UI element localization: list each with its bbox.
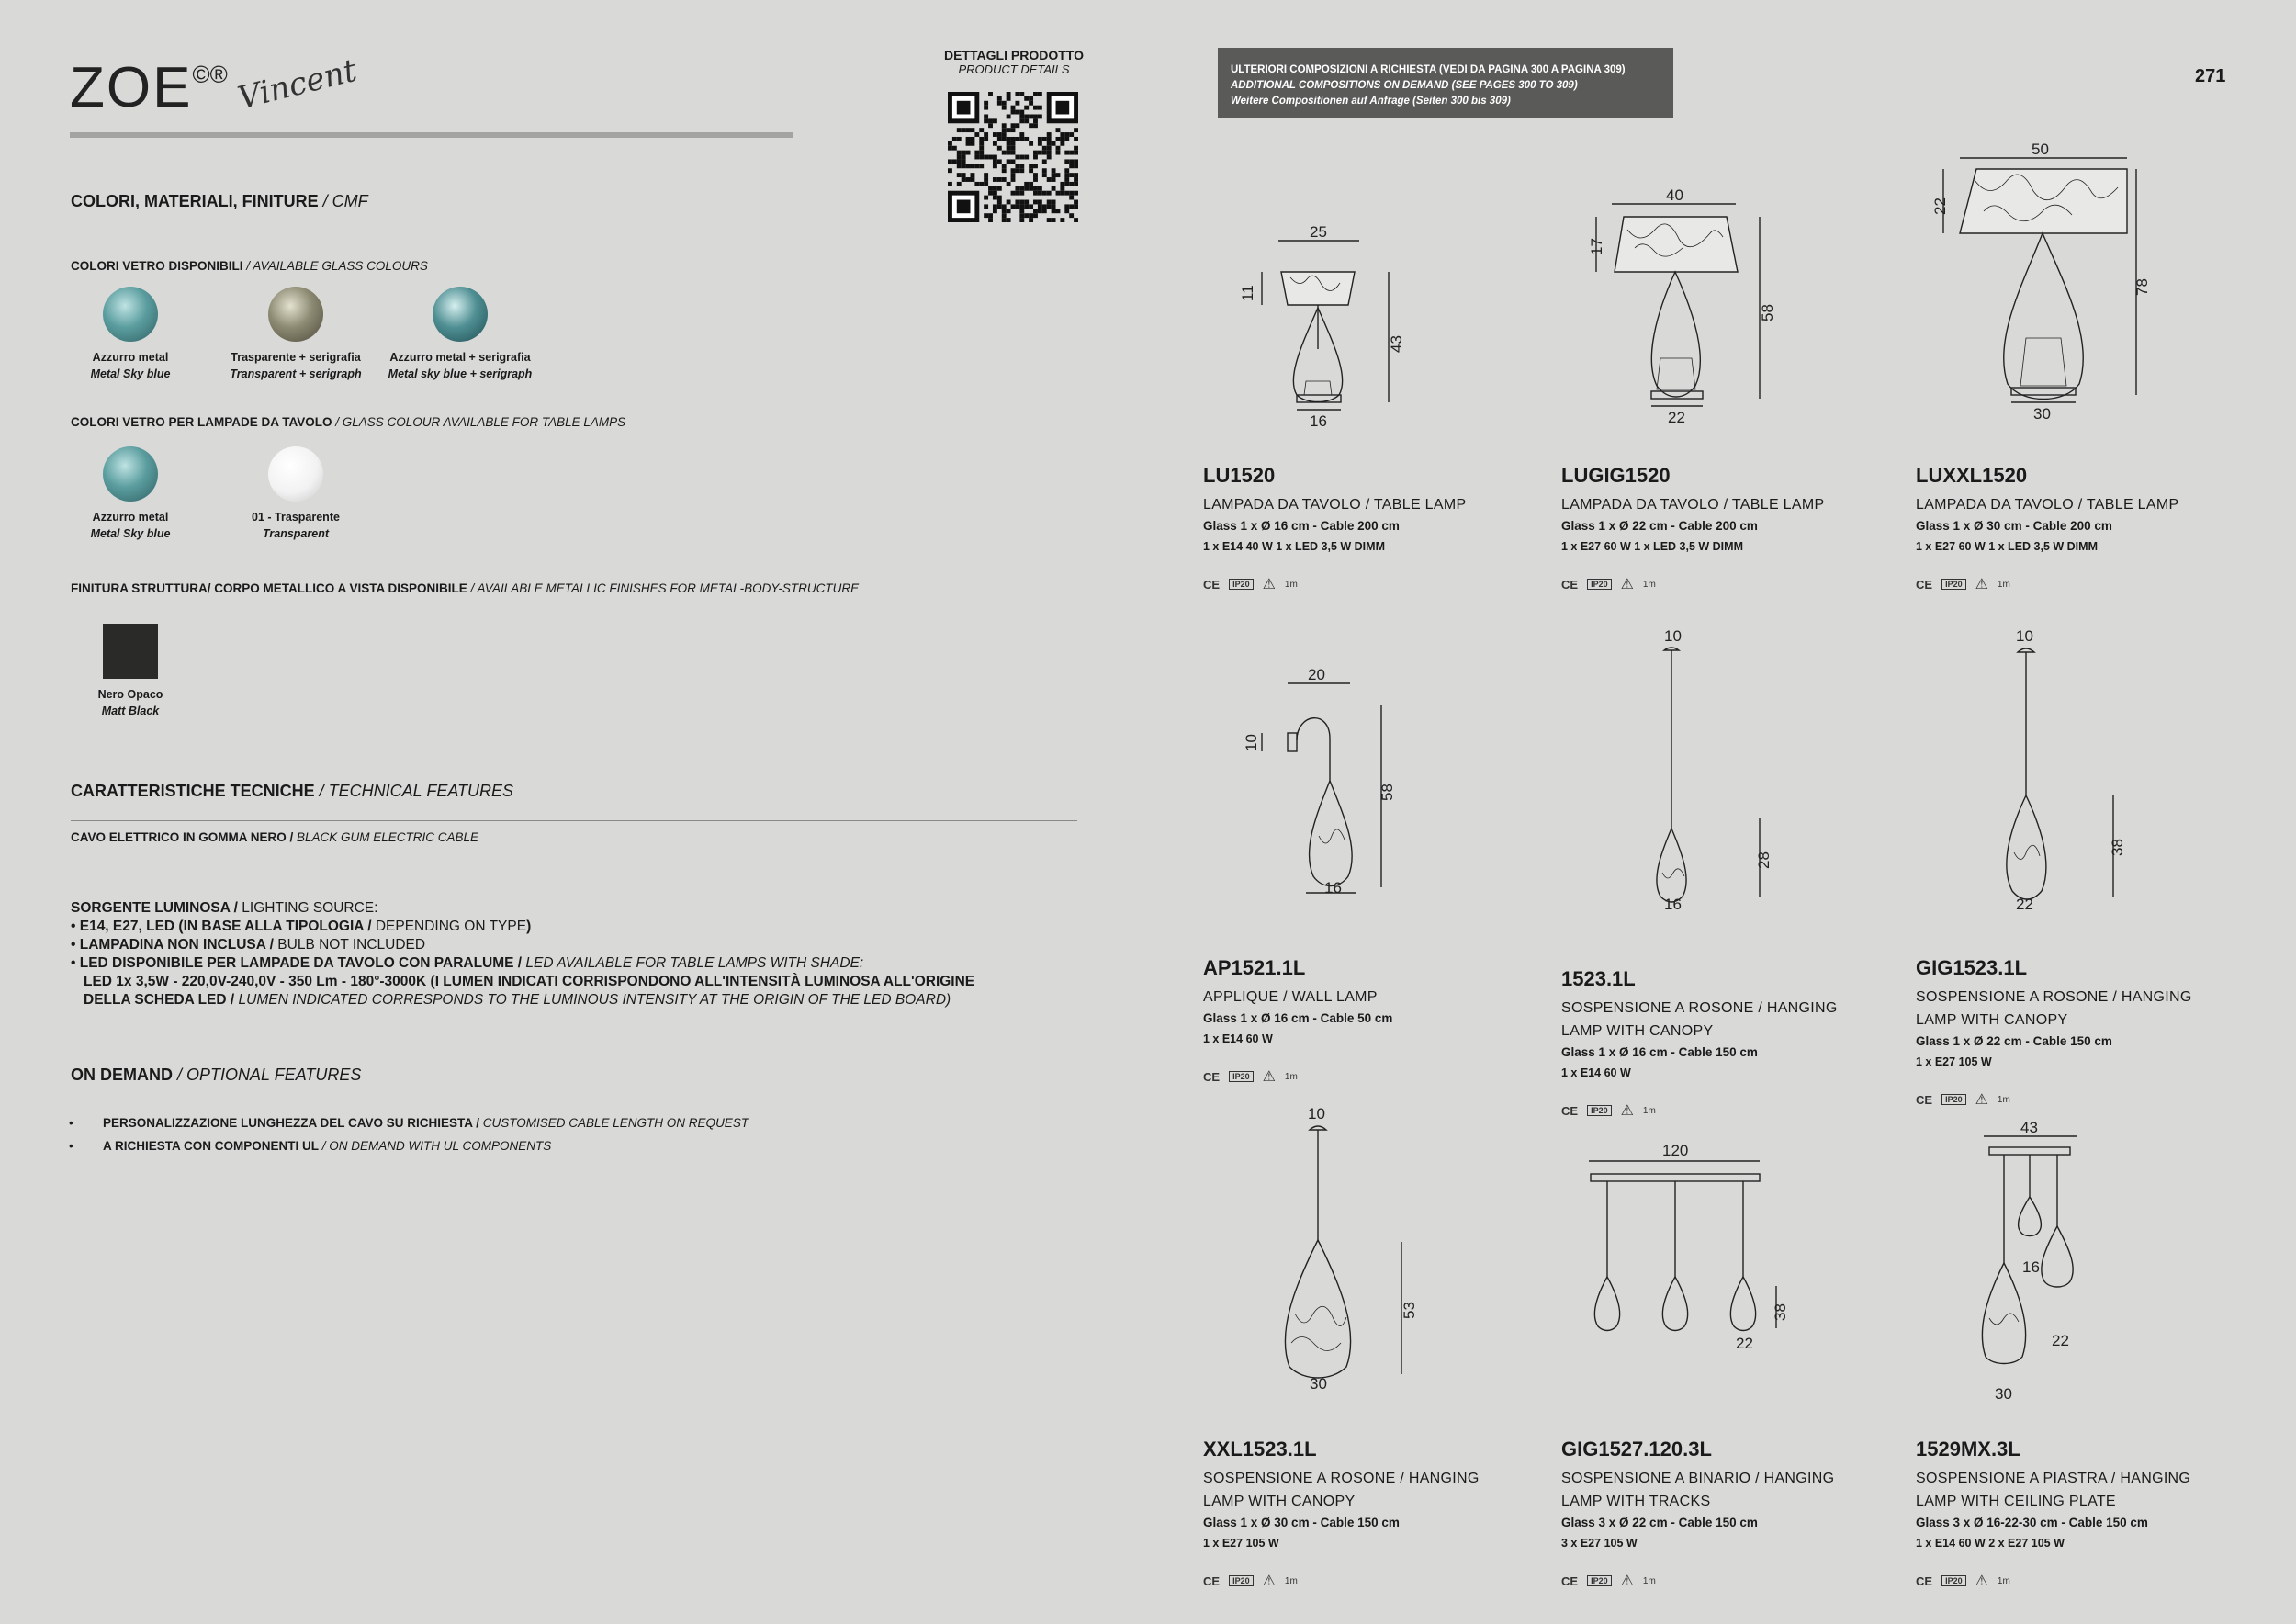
product-code: GIG1527.120.3L	[1561, 1438, 1712, 1460]
ce-mark-icon: CE	[1561, 1103, 1579, 1118]
dim-glass: 16	[1324, 879, 1342, 897]
product-6	[1203, 1438, 1534, 1590]
product-description: SOSPENSIONE A ROSONE / HANGING	[1916, 989, 2192, 1005]
drawing-xxl1523	[1258, 1102, 1442, 1401]
certification-marks	[1561, 1101, 1892, 1120]
dim-height: 53	[1401, 1302, 1418, 1319]
ip20-icon: IP20	[1587, 1105, 1612, 1116]
drawing-ap1521	[1231, 661, 1414, 914]
product-description: LAMPADA DA TAVOLO / TABLE LAMP	[1916, 497, 2179, 513]
cable-length-icon: 1m	[1284, 579, 1298, 590]
product-description: SOSPENSIONE A ROSONE / HANGING	[1203, 1471, 1480, 1486]
ip20-icon: IP20	[1941, 1094, 1966, 1105]
product-4	[1561, 967, 1892, 1120]
dim-height: 28	[1755, 851, 1773, 869]
dim-height: 58	[1759, 304, 1776, 321]
product-code: LUXXL1520	[1916, 464, 2028, 487]
swatch-table-metal-sky-blue: Azzurro metal Metal Sky blue	[62, 446, 199, 542]
product-5	[1916, 956, 2246, 1109]
product-spec: Glass 3 x Ø 22 cm - Cable 150 cm	[1561, 1516, 1758, 1529]
swatch-transparent-serigraph: Trasparente + serigrafia Transparent + serigraph	[227, 287, 365, 382]
dim-large-glass: 30	[1995, 1385, 2012, 1403]
certification-marks	[1203, 1067, 1534, 1086]
product-code: XXL1523.1L	[1203, 1438, 1317, 1460]
qr-code-graphic	[948, 92, 1078, 222]
dim-glass: 22	[2016, 896, 2033, 913]
certification-marks	[1916, 1090, 2246, 1109]
dim-glass: 22	[1736, 1335, 1753, 1352]
drawing-1529mx	[1956, 1116, 2103, 1415]
product-code: GIG1523.1L	[1916, 956, 2028, 979]
ce-mark-icon: CE	[1561, 1573, 1579, 1588]
dim-canopy: 10	[1308, 1105, 1325, 1122]
dim-base: 30	[2033, 405, 2051, 423]
dim-canopy: 10	[2016, 627, 2033, 645]
ip20-icon: IP20	[1229, 1071, 1254, 1082]
swatch-circle	[268, 446, 323, 502]
ip20-icon: IP20	[1229, 1575, 1254, 1586]
product-code: 1529MX.3L	[1916, 1438, 2020, 1460]
product-description-2: LAMP WITH TRACKS	[1561, 1494, 1711, 1509]
product-code: AP1521.1L	[1203, 956, 1306, 979]
product-bulb: 1 x E27 60 W 1 x LED 3,5 W DIMM	[1916, 540, 2098, 553]
warning-triangle-icon: ⚠	[1975, 577, 1988, 592]
product-8	[1916, 1438, 2246, 1590]
product-description-2: LAMP WITH CANOPY	[1916, 1012, 2068, 1028]
product-0	[1203, 464, 1534, 593]
dim-height: 43	[1388, 335, 1405, 353]
certification-marks	[1203, 1572, 1534, 1590]
ce-mark-icon: CE	[1203, 1573, 1221, 1588]
dim-width: 50	[2032, 141, 2049, 158]
table-glass-heading: COLORI VETRO PER LAMPADE DA TAVOLO / GLASS COLOUR AVAILABLE FOR TABLE LAMPS	[71, 415, 626, 429]
product-bulb: 1 x E27 105 W	[1203, 1537, 1279, 1550]
product-3	[1203, 956, 1534, 1086]
warning-triangle-icon: ⚠	[1620, 1573, 1634, 1589]
ce-mark-icon: CE	[1916, 1092, 1933, 1107]
warning-triangle-icon: ⚠	[1262, 1573, 1276, 1589]
product-2	[1916, 464, 2246, 593]
ip20-icon: IP20	[1587, 579, 1612, 590]
product-description-2: LAMP WITH CANOPY	[1203, 1494, 1356, 1509]
warning-triangle-icon: ⚠	[1620, 1103, 1634, 1119]
dim-base: 22	[1668, 409, 1685, 426]
tech-heading: CARATTERISTICHE TECNICHE / TECHNICAL FEATURES	[71, 782, 514, 800]
certification-marks	[1561, 1572, 1892, 1590]
cable-length-icon: 1m	[1997, 1575, 2010, 1586]
ce-mark-icon: CE	[1916, 1573, 1933, 1588]
dim-canopy: 10	[1664, 627, 1682, 645]
drawing-lu1520	[1221, 220, 1433, 436]
cable-length-icon: 1m	[1642, 1105, 1656, 1116]
ce-mark-icon: CE	[1916, 577, 1933, 592]
product-bulb: 3 x E27 105 W	[1561, 1537, 1638, 1550]
dim-shade: 17	[1588, 238, 1605, 255]
swatch-matt-black: Nero Opaco Matt Black	[62, 624, 199, 719]
cable-length-icon: 1m	[1284, 1071, 1298, 1082]
dim-width: 20	[1308, 666, 1325, 683]
ondemand-item-1: PERSONALIZZAZIONE LUNGHEZZA DEL CAVO SU RICHIESTA / CUSTOMISED CABLE LENGTH ON REQUEST	[103, 1116, 749, 1130]
swatch-metal-sky-blue: Azzurro metal Metal Sky blue	[62, 287, 199, 382]
swatch-circle	[103, 287, 158, 342]
certification-marks	[1916, 1572, 2246, 1590]
lighting-source: SORGENTE LUMINOSA / LIGHTING SOURCE: • E14, E27, LED (IN BASE ALLA TIPOLOGIA / DEPENDING ON TYPE) • LAMPADINA NON INCLUSA / BULB NOT INCLUDED • LED DISPONIBILE PER LAMPADE DA TAVOLO CON PARALUME / LED AVAILABLE FOR TABLE LAMPS WITH SHADE: LED 1x 3,5W - 220,0V-240,0V - 350 Lm - 180°-3000K (I LUMEN INDICATI CORRISPONDONO ALL'INTENSITÀ LUMINOSA ALL'ORIGINE DELLA SCHEDA LED / LUMEN INDICATED CORRESPONDS TO THE LUMINOUS INTENSITY AT THE ORIGIN OF THE LED BOARD)	[71, 900, 975, 1008]
designer-signature: Vincent	[234, 51, 361, 118]
warning-triangle-icon: ⚠	[1262, 1069, 1276, 1085]
product-description: SOSPENSIONE A PIASTRA / HANGING	[1916, 1471, 2191, 1486]
swatch-circle	[103, 446, 158, 502]
product-bulb: 1 x E14 40 W 1 x LED 3,5 W DIMM	[1203, 540, 1385, 553]
ondemand-item-2: A RICHIESTA CON COMPONENTI UL / ON DEMAND WITH UL COMPONENTS	[103, 1139, 552, 1153]
dim-height: 38	[1772, 1303, 1789, 1321]
warning-triangle-icon: ⚠	[1620, 577, 1634, 592]
certification-marks	[1561, 575, 1892, 593]
product-7	[1561, 1438, 1892, 1590]
page-number: 271	[2195, 66, 2226, 86]
product-description: SOSPENSIONE A ROSONE / HANGING	[1561, 1000, 1838, 1016]
certification-marks	[1916, 575, 2246, 593]
product-spec: Glass 1 x Ø 16 cm - Cable 50 cm	[1203, 1011, 1393, 1025]
glass-colours-heading: COLORI VETRO DISPONIBILI / AVAILABLE GLASS COLOURS	[71, 259, 428, 273]
product-spec: Glass 1 x Ø 22 cm - Cable 200 cm	[1561, 519, 1758, 533]
swatch-square	[103, 624, 158, 679]
product-spec: Glass 1 x Ø 30 cm - Cable 150 cm	[1203, 1516, 1400, 1529]
swatch-circle	[433, 287, 488, 342]
dim-depth: 10	[1243, 734, 1260, 751]
swatch-sky-blue-serigraph: Azzurro metal + serigrafia Metal sky blue + serigraph	[388, 287, 533, 382]
drawing-gig1523	[1979, 625, 2144, 923]
ondemand-heading: ON DEMAND / OPTIONAL FEATURES	[71, 1066, 362, 1084]
dim-glass: 30	[1310, 1375, 1327, 1393]
product-description: APPLIQUE / WALL LAMP	[1203, 989, 1378, 1005]
product-bulb: 1 x E14 60 W	[1561, 1066, 1631, 1079]
product-description-2: LAMP WITH CANOPY	[1561, 1023, 1714, 1039]
dim-small-glass: 16	[2022, 1258, 2040, 1276]
drawing-gig1527	[1580, 1139, 1791, 1364]
metal-finish-heading: FINITURA STRUTTURA/ CORPO METALLICO A VISTA DISPONIBILE / AVAILABLE METALLIC FINISHES FOR METAL-BODY-STRUCTURE	[71, 581, 860, 595]
product-spec: Glass 1 x Ø 16 cm - Cable 200 cm	[1203, 519, 1400, 533]
dim-base: 16	[1310, 412, 1327, 430]
warning-triangle-icon: ⚠	[1975, 1573, 1988, 1589]
certification-marks	[1203, 575, 1534, 593]
product-description: SOSPENSIONE A BINARIO / HANGING	[1561, 1471, 1835, 1486]
dim-height: 58	[1379, 784, 1396, 801]
product-code: 1523.1L	[1561, 967, 1636, 990]
drawing-lugig1520	[1561, 184, 1782, 436]
product-description: LAMPADA DA TAVOLO / TABLE LAMP	[1203, 497, 1467, 513]
brand-title: ZOE©®	[70, 56, 228, 119]
cable-length-icon: 1m	[1997, 1094, 2010, 1105]
qr-label: DETTAGLI PRODOTTO PRODUCT DETAILS	[944, 48, 1084, 76]
cable-length-icon: 1m	[1642, 579, 1656, 590]
swatch-circle	[268, 287, 323, 342]
warning-triangle-icon: ⚠	[1262, 577, 1276, 592]
cmf-heading: COLORI, MATERIALI, FINITURE / CMF	[71, 192, 368, 210]
product-description: LAMPADA DA TAVOLO / TABLE LAMP	[1561, 497, 1825, 513]
ip20-icon: IP20	[1229, 579, 1254, 590]
ondemand-bullet-2: •	[69, 1139, 73, 1153]
product-description-2: LAMP WITH CEILING PLATE	[1916, 1494, 2116, 1509]
product-spec: Glass 3 x Ø 16-22-30 cm - Cable 150 cm	[1916, 1516, 2148, 1529]
compositions-banner: ULTERIORI COMPOSIZIONI A RICHIESTA (VEDI DA PAGINA 300 A PAGINA 309) ADDITIONAL COMPOSITIONS ON DEMAND (SEE PAGES 300 TO 309) Weitere Compositionen auf Anfrage (Seiten 300 bis 309)	[1218, 48, 1673, 118]
dim-glass: 16	[1664, 896, 1682, 913]
swatch-table-transparent: 01 - Trasparente Transparent	[227, 446, 365, 542]
ce-mark-icon: CE	[1203, 577, 1221, 592]
cable-length-icon: 1m	[1997, 579, 2010, 590]
product-bulb: 1 x E27 105 W	[1916, 1055, 1992, 1068]
product-spec: Glass 1 x Ø 22 cm - Cable 150 cm	[1916, 1034, 2112, 1048]
cable-length-icon: 1m	[1642, 1575, 1656, 1586]
ce-mark-icon: CE	[1561, 577, 1579, 592]
warning-triangle-icon: ⚠	[1975, 1092, 1988, 1108]
product-bulb: 1 x E14 60 W	[1203, 1032, 1273, 1045]
ip20-icon: IP20	[1941, 1575, 1966, 1586]
ce-mark-icon: CE	[1203, 1069, 1221, 1084]
dim-height: 78	[2133, 278, 2151, 296]
ip20-icon: IP20	[1941, 579, 1966, 590]
product-code: LU1520	[1203, 464, 1276, 487]
cable-length-icon: 1m	[1284, 1575, 1298, 1586]
qr-code[interactable]	[948, 92, 1078, 227]
product-spec: Glass 1 x Ø 30 cm - Cable 200 cm	[1916, 519, 2112, 533]
dim-length: 120	[1662, 1142, 1689, 1159]
product-bulb: 1 x E27 60 W 1 x LED 3,5 W DIMM	[1561, 540, 1743, 553]
dim-plate: 43	[2020, 1119, 2038, 1136]
product-spec: Glass 1 x Ø 16 cm - Cable 150 cm	[1561, 1045, 1758, 1059]
drawing-luxxl1520	[1919, 138, 2158, 436]
brand-divider	[70, 132, 793, 138]
dim-width: 40	[1666, 186, 1683, 204]
dim-width: 25	[1310, 223, 1327, 241]
dim-shade: 11	[1239, 285, 1256, 301]
brand-mark: ©®	[192, 61, 228, 88]
dim-height: 38	[2109, 839, 2126, 856]
tech-divider	[71, 820, 1077, 821]
cable-text: CAVO ELETTRICO IN GOMMA NERO / BLACK GUM ELECTRIC CABLE	[71, 830, 479, 844]
dim-shade: 22	[1931, 197, 1949, 215]
drawing-1523	[1616, 625, 1782, 923]
product-code: LUGIG1520	[1561, 464, 1671, 487]
dim-mid-glass: 22	[2052, 1332, 2069, 1349]
product-bulb: 1 x E14 60 W 2 x E27 105 W	[1916, 1537, 2065, 1550]
ip20-icon: IP20	[1587, 1575, 1612, 1586]
product-1	[1561, 464, 1892, 593]
ondemand-bullet-1: •	[69, 1116, 73, 1130]
